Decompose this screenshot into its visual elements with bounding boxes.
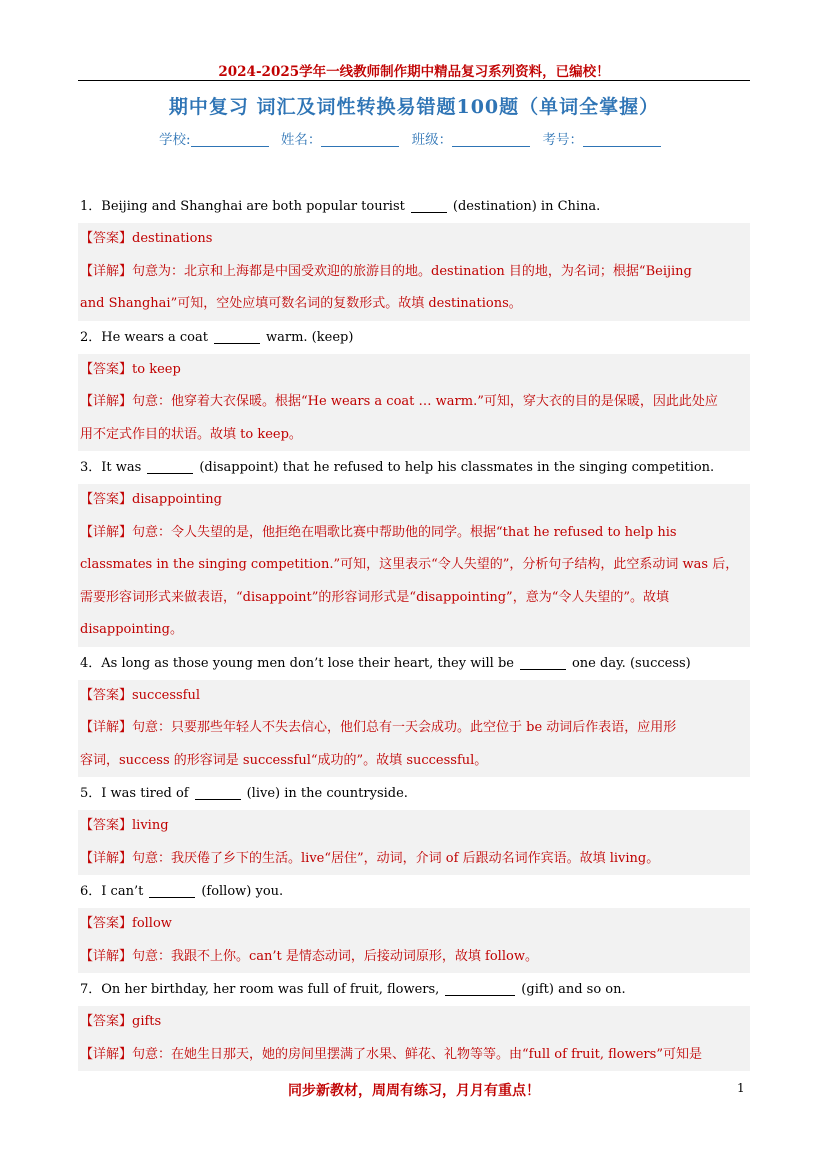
explanation-text: 句意：我跟不上你。can’t 是情态动词，后接动词原形，故填 follow。	[132, 948, 538, 964]
answer-tag: 【答案】	[80, 818, 133, 833]
question-hint: (gift) and so on.	[521, 982, 626, 997]
question-hint: (disappoint) that he refused to help his classmates in the singing competition.	[199, 460, 715, 475]
explanation-tag: 【详解】	[80, 850, 133, 866]
answer-tag: 【答案】	[80, 231, 133, 246]
answer-box	[78, 1006, 750, 1071]
explanation-text: 句意：只要那些年轻人不失去信心，他们总有一天会成功。此空位于 be 动词后作表语，应用形	[132, 720, 677, 735]
question-text	[80, 881, 750, 903]
answer-value: to keep	[132, 361, 181, 377]
answer-line	[80, 223, 748, 256]
answer-value: follow	[132, 916, 172, 931]
answer-line	[80, 484, 748, 517]
explanation-text: 句意：他穿着大衣保暖。根据“He wears a coat … warm.”可知，穿大衣的目的是保暖，因此此处应	[132, 394, 718, 409]
exam-number-label: 考号：	[542, 132, 583, 148]
question-text	[80, 196, 750, 218]
question-stem: 6．I can’t	[80, 884, 144, 899]
name-label: 姓名：	[280, 132, 322, 148]
answer-box	[78, 810, 750, 875]
explanation-tag: 【详解】	[80, 524, 133, 540]
answer-value: disappointing	[132, 492, 222, 507]
answer-blank	[445, 981, 515, 996]
exam-number-blank	[583, 132, 661, 147]
answer-value: living	[132, 818, 169, 833]
question-hint: one day. (success)	[571, 655, 691, 671]
explanation-line	[80, 517, 748, 550]
answer-blank	[520, 655, 566, 670]
footer-slogan: 同步新教材，周周有练习，月月有重点！	[288, 1083, 540, 1099]
question-text	[80, 457, 750, 479]
explanation-line	[80, 941, 748, 974]
question-stem: 2．He wears a coat	[80, 329, 208, 345]
explanation-text: 句意：我厌倦了乡下的生活。live“居住”，动词，介词 of 后跟动名词作宾语。故填 living。	[132, 850, 660, 866]
explanation-text: 句意：在她生日那天，她的房间里摆满了水果、鲜花、礼物等等。由“full of fruit, flowers”可知是	[132, 1046, 702, 1062]
question-text	[80, 783, 750, 805]
class-label: 班级：	[411, 132, 453, 148]
explanation-line	[80, 582, 748, 615]
explanation-tag: 【详解】	[80, 948, 133, 964]
question-stem: 1．Beijing and Shanghai are both popular tourist	[80, 199, 405, 214]
explanation-text: 容词，success 的形容词是 successful“成功的”。故填 successful。	[80, 752, 488, 768]
explanation-line	[80, 549, 748, 582]
answer-box	[78, 354, 750, 452]
explanation-text: and Shanghai”可知，空处应填可数名词的复数形式。故填 destinations。	[80, 296, 522, 311]
explanation-line	[80, 386, 748, 419]
explanation-tag: 【详解】	[80, 1046, 133, 1062]
answer-blank	[149, 883, 195, 898]
question-stem: 3．It was	[80, 460, 142, 475]
explanation-line	[80, 1039, 748, 1072]
explanation-text: 句意：令人失望的是，他拒绝在唱歌比赛中帮助他的同学。根据“that he refused to help his	[132, 524, 677, 540]
answer-box	[78, 223, 750, 321]
answer-line	[80, 354, 748, 387]
answer-line	[80, 1006, 748, 1039]
answer-blank	[147, 459, 193, 474]
answer-blank	[195, 785, 241, 800]
question-text	[80, 327, 750, 349]
explanation-line	[80, 288, 748, 321]
answer-value: destinations	[132, 231, 213, 246]
question-hint: (live) in the countryside.	[246, 786, 408, 801]
question-hint: (destination) in China.	[452, 199, 601, 214]
class-blank	[452, 132, 530, 147]
explanation-line	[80, 843, 748, 876]
explanation-tag: 【详解】	[80, 720, 133, 735]
explanation-line	[80, 712, 748, 745]
explanation-text: 句意为：北京和上海都是中国受欢迎的旅游目的地。destination 目的地，为名词；根据“Beijing	[132, 263, 692, 279]
name-blank	[321, 132, 399, 147]
explanation-line	[80, 419, 748, 452]
document-title: 期中复习 词汇及词性转换易错题100题（单词全掌握）	[168, 96, 660, 118]
explanation-text: 需要形容词形式来做表语，“disappoint”的形容词形式是“disappointing”，意为“令人失望的”。故填	[80, 589, 669, 605]
explanation-tag: 【详解】	[80, 263, 133, 279]
page-number: 1	[737, 1081, 745, 1095]
answer-line	[80, 680, 748, 713]
answer-line	[80, 908, 748, 941]
answer-box	[78, 484, 750, 647]
question-text	[80, 653, 750, 675]
explanation-line	[80, 745, 748, 778]
explanation-text: disappointing。	[80, 622, 183, 637]
header-banner: 2024-2025学年一线教师制作期中精品复习系列资料，已编校！	[218, 64, 610, 80]
school-label: 学校:	[159, 132, 191, 148]
question-hint: warm. (keep)	[266, 329, 354, 345]
answer-value: successful	[132, 687, 200, 703]
question-stem: 7．On her birthday, her room was full of fruit, flowers,	[80, 982, 440, 997]
student-info-line	[78, 128, 750, 148]
question-stem: 4．As long as those young men don’t lose their heart, they will be	[80, 655, 514, 671]
explanation-tag: 【详解】	[80, 394, 133, 409]
answer-tag: 【答案】	[80, 916, 133, 931]
school-blank	[191, 132, 269, 147]
answer-line	[80, 810, 748, 843]
answer-box	[78, 908, 750, 973]
explanation-text: classmates in the singing competition.”可知，这里表示“令人失望的”，分析句子结构，此空系动词 was 后，	[80, 557, 739, 572]
answer-tag: 【答案】	[80, 1014, 133, 1029]
answer-tag: 【答案】	[80, 361, 133, 377]
answer-blank	[411, 198, 447, 213]
explanation-line	[80, 614, 748, 647]
explanation-text: 用不定式作目的状语。故填 to keep。	[80, 426, 302, 442]
answer-tag: 【答案】	[80, 492, 133, 507]
answer-blank	[214, 329, 260, 344]
answer-box	[78, 680, 750, 778]
question-stem: 5．I was tired of	[80, 786, 189, 801]
answer-tag: 【答案】	[80, 687, 133, 703]
question-hint: (follow) you.	[201, 884, 284, 899]
answer-value: gifts	[132, 1014, 162, 1029]
question-text	[80, 979, 750, 1001]
question-list	[78, 196, 750, 1077]
explanation-line	[80, 256, 748, 289]
header-divider	[78, 80, 750, 81]
